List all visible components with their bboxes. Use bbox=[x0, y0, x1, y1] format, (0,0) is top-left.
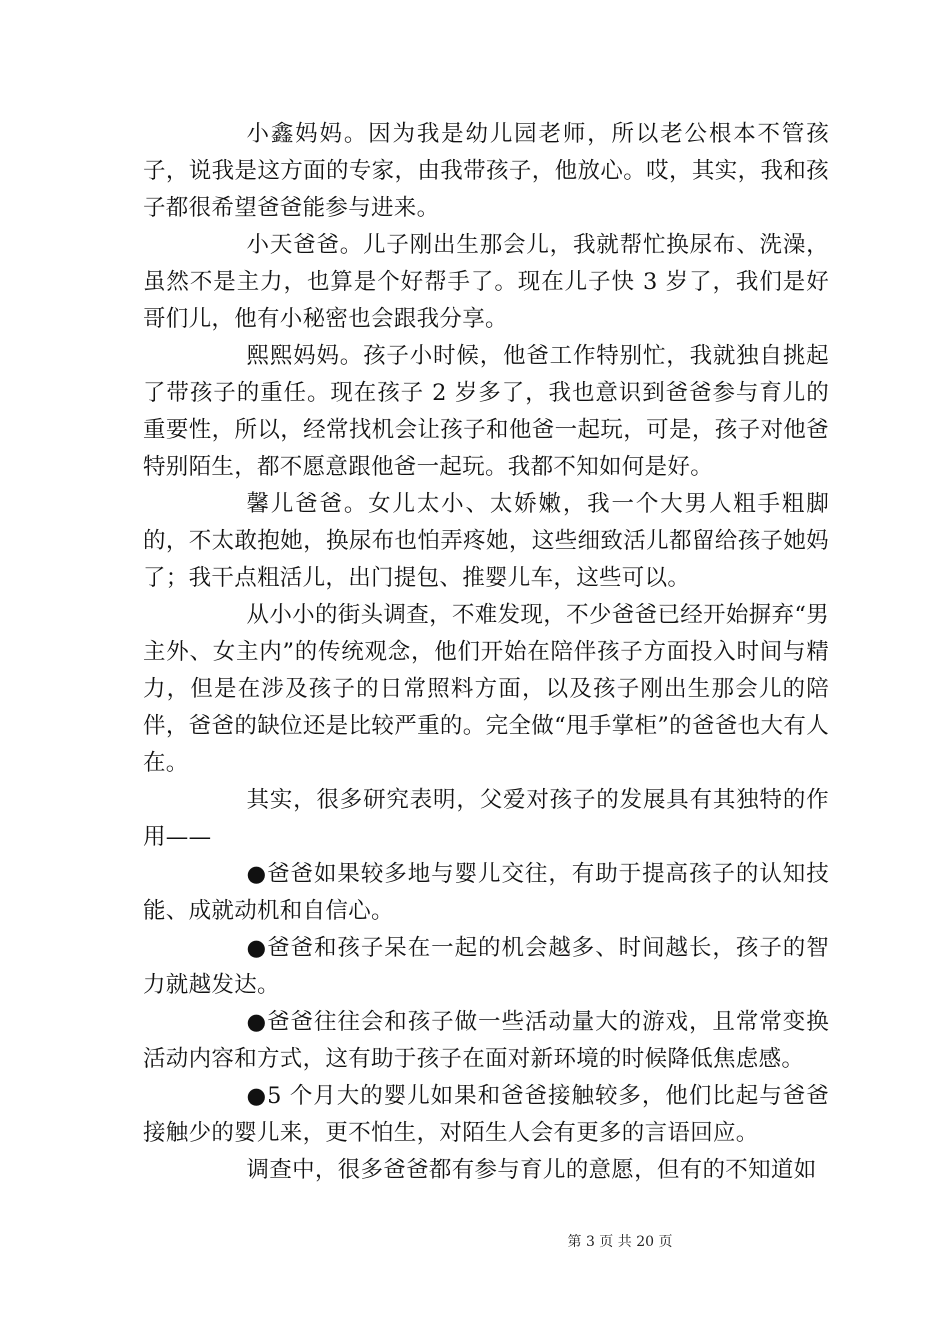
paragraph-survey-continued: 调查中，很多爸爸都有参与育儿的意愿，但有的不知道如 bbox=[246, 1157, 817, 1183]
paragraph-xiner-dad: 馨儿爸爸。女儿太小、太娇嫩，我一个大男人粗手粗脚的，不太敢抱她，换尿布也怕弄疼她，这些细致活儿都留给孩子她妈了；我干点粗活儿，出门提包、推婴儿车，这些可以。 bbox=[143, 491, 829, 591]
bullet-intelligence: ●爸爸和孩子呆在一起的机会越多、时间越长，孩子的智力就越发达。 bbox=[143, 935, 829, 998]
page-number-footer: 第 3 页 共 20 页 bbox=[567, 1234, 673, 1250]
paragraph-xiaotian-dad: 小天爸爸。儿子刚出生那会儿，我就帮忙换尿布、洗澡，虽然不是主力，也算是个好帮手了。现在儿子快 3 岁了，我们是好哥们儿，他有小秘密也会跟我分享。 bbox=[143, 232, 829, 332]
paragraph-research-intro: 其实，很多研究表明，父爱对孩子的发展具有其独特的作用—— bbox=[143, 787, 829, 850]
bullet-five-month-infants: ●5 个月大的婴儿如果和爸爸接触较多，他们比起与爸爸接触少的婴儿来，更不怕生，对陌生人会有更多的言语回应。 bbox=[143, 1083, 829, 1146]
paragraph-xixi-mom: 熙熙妈妈。孩子小时候，他爸工作特别忙，我就独自挑起了带孩子的重任。现在孩子 2 岁多了，我也意识到爸爸参与育儿的重要性，所以，经常找机会让孩子和他爸一起玩，可是，孩子对他爸特别陌生，都不愿意跟他爸一起玩。我都不知如何是好。 bbox=[143, 343, 829, 480]
bullet-cognitive-skills: ●爸爸如果较多地与婴儿交往，有助于提高孩子的认知技能、成就动机和自信心。 bbox=[143, 861, 829, 924]
bullet-active-games: ●爸爸往往会和孩子做一些活动量大的游戏，且常常变换活动内容和方式，这有助于孩子在面对新环境的时候降低焦虑感。 bbox=[143, 1009, 829, 1072]
paragraph-xiaoxin-mom: 小鑫妈妈。因为我是幼儿园老师，所以老公根本不管孩子，说我是这方面的专家，由我带孩子，他放心。哎，其实，我和孩子都很希望爸爸能参与进来。 bbox=[143, 121, 829, 221]
document-body bbox=[143, 116, 829, 1189]
paragraph-survey-summary: 从小小的街头调查，不难发现，不少爸爸已经开始摒弃“男主外、女主内”的传统观念，他们开始在陪伴孩子方面投入时间与精力，但是在涉及孩子的日常照料方面，以及孩子刚出生那会儿的陪伴，爸爸的缺位还是比较严重的。完全做“甩手掌柜”的爸爸也大有人在。 bbox=[143, 602, 829, 776]
